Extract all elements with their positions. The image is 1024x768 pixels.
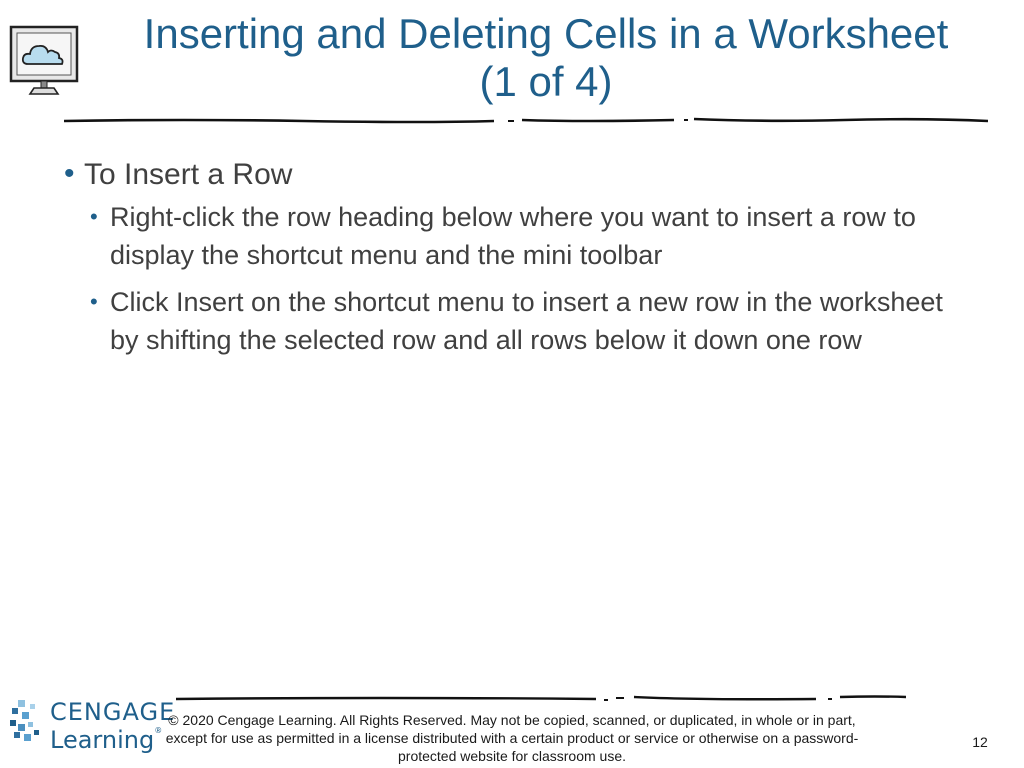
- logo-trademark: ®: [154, 726, 163, 735]
- sub-bullet-dot: •: [90, 289, 98, 314]
- logo-text-learning: [50, 726, 162, 754]
- cengage-mark-icon: [8, 698, 48, 758]
- logo-learning-word: Learning: [50, 726, 155, 754]
- sub-bullet: [64, 283, 960, 359]
- sub-bullet-text: Right-click the row heading below where you want to insert a row to display the shortcut menu and the mini toolbar: [110, 202, 916, 270]
- bullet-dot: •: [64, 157, 75, 190]
- footer-divider: [176, 692, 906, 706]
- sub-bullet-dot: •: [90, 204, 98, 229]
- bullet-text: To Insert a Row: [84, 158, 293, 191]
- bullet-level1: [64, 156, 964, 194]
- title-divider: [64, 114, 988, 128]
- sub-bullet-text: Click Insert on the shortcut menu to insert a new row in the worksheet by shifting the selected row and all rows below it down one row: [110, 287, 943, 355]
- title-line-1: Inserting and Deleting Cells in a Worksheet: [143, 10, 949, 57]
- slide-content: [64, 156, 964, 368]
- cengage-logo: [8, 698, 176, 758]
- copyright-notice: © 2020 Cengage Learning. All Rights Reserved. May not be copied, scanned, or duplicated, in whole or in part, except for use as permitted in a license distributed with a certain product or service or otherwise on a password-protected website for classroom use.: [165, 712, 859, 764]
- page-number: 12: [972, 734, 988, 750]
- logo-text-cengage: CENGAGE: [50, 698, 176, 726]
- cloud-monitor-icon: [8, 24, 80, 102]
- title-line-2: (1 of 4): [479, 58, 613, 105]
- sub-bullet: [64, 198, 960, 274]
- slide-title: [96, 10, 996, 106]
